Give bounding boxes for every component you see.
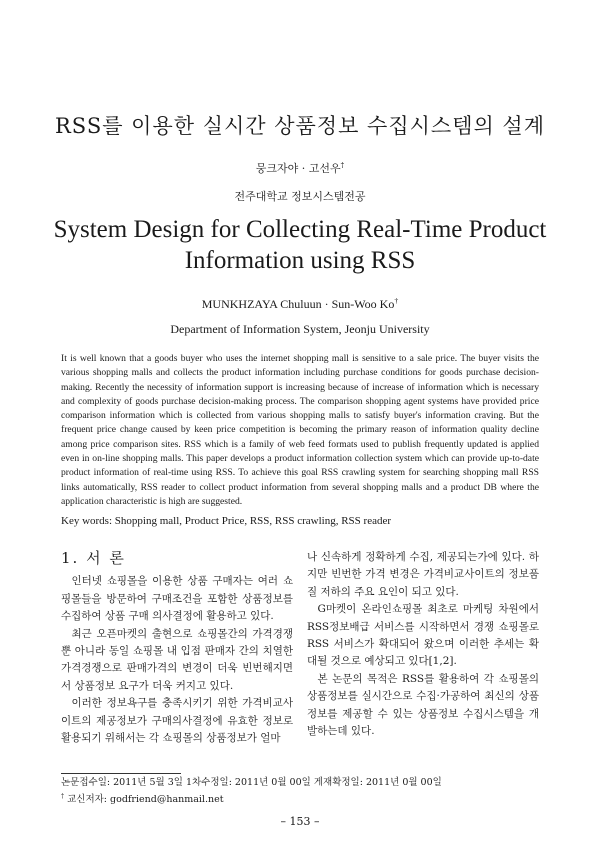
abstract: It is well known that a goods buyer who uses the internet shopping mall is sensitive to a sale price. The buyer visits the various shopping malls and collects the product information including purchase conditions for goods purchase decision-making. Recently the necessity of information support is increasing because of increase of information which is necessary and complexity of goods purchase decision-making process. The comparison shopping agent systems have provided price comparison information which is collected from various shopping malls to satisfy buyer's information craving. But the frequent price change caused by keen price competition is becoming the primary reason of information quality decline among price comparison sites. RSS which is a family of web feed formats used to publish frequently updated is applied even in on-line shopping malls. This paper develops a product information collection system which can provide up-to-date product information of real-time using RSS. To achieve this goal RSS crawling system for searching shopping mall RSS links automatically, RSS reader to collect product information from several shopping malls and a product DB where the application characteristic is high are suggested. — [61, 353, 539, 507]
authors-english — [0, 296, 600, 312]
paragraph: 최근 오픈마켓의 출현으로 쇼핑몰간의 가격경쟁뿐 아니라 동일 쇼핑몰 내 입점 판매자 간의 치열한 가격경쟁으로 판매가격의 변경이 더욱 빈번해지면서 상품정보 요구가 더욱 커지고 있다. — [61, 627, 293, 692]
footnote-dates: 논문접수일: 2011년 5월 3일 1차수정일: 2011년 0월 00일 게재확정일: 2011년 0월 00일 — [61, 777, 442, 788]
left-column — [61, 540, 293, 747]
paragraph: 인터넷 쇼핑몰을 이용한 상품 구매자는 여러 쇼핑몰들을 방문하여 구매조건을 포함한 상품정보를 수집하여 상품 구매 의사결정에 활용하고 있다. — [61, 575, 293, 623]
footnote — [61, 776, 442, 807]
keywords-label: Key words: — [61, 515, 113, 527]
title-korean: RSS를 이용한 실시간 상품정보 수집시스템의 설계 — [54, 114, 546, 138]
footnote-email: 교신저자: godfriend@hanmail.net — [64, 794, 224, 806]
authors-korean-names: 뭉크자야 · 고선우 — [255, 162, 341, 175]
authors-english-names: MUNKHZAYA Chuluun · Sun-Woo Ko — [201, 297, 395, 311]
footnote-correspondence — [61, 790, 442, 807]
footnote-mark: † — [61, 793, 65, 800]
affiliation-english: Department of Information System, Jeonju University — [170, 322, 430, 336]
paragraph: G마켓이 온라인쇼핑몰 최초로 마케팅 차원에서 RSS정보배급 서비스를 시작하면서 경쟁 쇼핑몰로 RSS 서비스가 확대되어 왔으며 이러한 추세는 확대될 것으로 예상되고 있다[1,2]. — [307, 603, 539, 668]
authors-korean — [0, 160, 600, 176]
paragraph: 본 논문의 목적은 RSS를 활용하여 각 쇼핑몰의 상품정보를 실시간으로 수집·가공하여 최신의 상품정보를 제공할 수 있는 상품정보 수집시스템을 개발하는데 있다. — [307, 672, 539, 738]
section-heading: 1. 서 론 — [61, 549, 126, 567]
footnote-divider — [61, 773, 181, 774]
right-column — [307, 549, 539, 740]
paragraph: 나 신속하게 정확하게 수집, 제공되는가에 있다. 하지만 빈번한 가격 변경은 가격비교사이트의 정보품질 저하의 주요 요인이 되고 있다. — [307, 551, 539, 598]
page-number: – 153 – — [280, 815, 320, 828]
corresponding-author-mark-en: † — [394, 296, 399, 305]
keywords-list: Shopping mall, Product Price, RSS, RSS crawling, RSS reader — [114, 515, 392, 527]
title-english — [0, 214, 600, 276]
title-english-line1: System Design for Collecting Real-Time Product — [53, 216, 547, 243]
affiliation-korean: 전주대학교 정보시스템전공 — [234, 190, 366, 203]
title-english-line2: Information using RSS — [184, 247, 416, 274]
paragraph: 이러한 정보욕구를 충족시키기 위한 가격비교사이트의 제공정보가 구매의사결정에 유효한 정보로 활용되기 위해서는 각 쇼핑몰의 상품정보가 얼마 — [61, 697, 293, 745]
keywords — [61, 515, 539, 527]
corresponding-author-mark: † — [340, 160, 345, 170]
